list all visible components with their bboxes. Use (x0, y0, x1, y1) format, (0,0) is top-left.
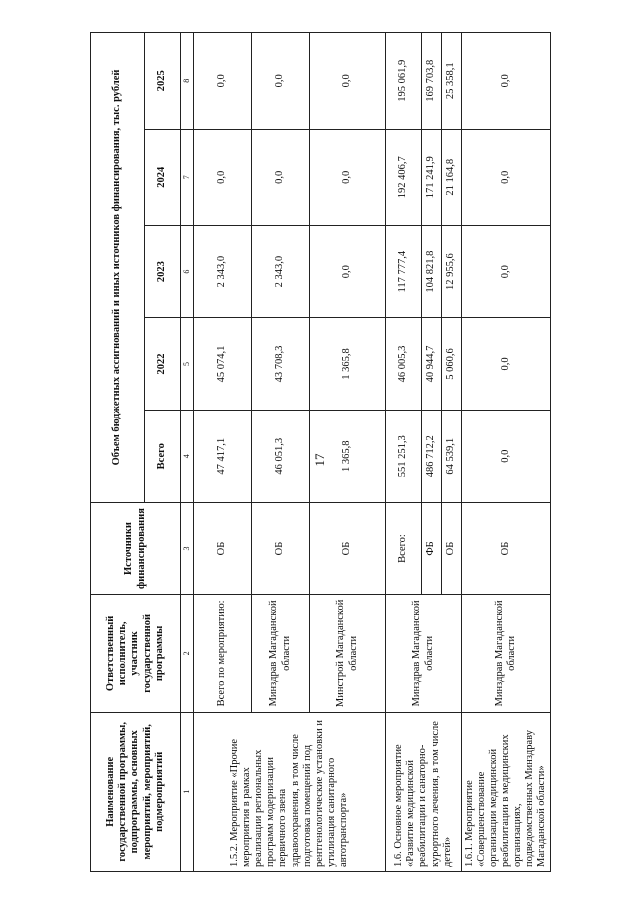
header-name: Наименование государственной программы, подпрограммы, основных мероприятий, мероприятий, подмероприятий (91, 712, 181, 871)
executor-cell: Минздрав Магаданской области (386, 595, 462, 712)
total-cell: 1 365,8 (310, 410, 386, 502)
value-2025: 0,0 (310, 33, 386, 130)
value-2023: 0,0 (310, 226, 386, 318)
header-source: Источники финансирования (91, 502, 181, 594)
page-number: 17 (312, 453, 327, 467)
total-cell: 64 539,1 (442, 410, 462, 502)
table-row (194, 33, 252, 872)
value-2023: 2 343,0 (252, 226, 310, 318)
funding-table-page (90, 32, 550, 872)
value-2022: 5 060,6 (442, 318, 462, 410)
col-index: 2 (181, 595, 194, 712)
value-2022: 46 005,3 (386, 318, 422, 410)
col-index: 1 (181, 712, 194, 871)
header-funding: Объем бюджетных ассигнований и иных источников финансирования, тыс. рублей (91, 33, 145, 503)
funding-table (90, 32, 551, 872)
header-total: Всего (145, 410, 181, 502)
header-year-2024: 2024 (145, 129, 181, 225)
activity-name: 1.6. Основное мероприятие «Развитие медицинской реабилитации и санаторно-курортного лечения, в том числе детей» (386, 712, 462, 871)
col-index: 4 (181, 410, 194, 502)
total-cell: 0,0 (462, 410, 551, 502)
value-2024: 0,0 (310, 129, 386, 225)
table-row (462, 33, 551, 872)
executor-cell: Минздрав Магаданской области (252, 595, 310, 712)
value-2023: 2 343,0 (194, 226, 252, 318)
source-cell: Всего: (386, 502, 422, 594)
total-cell: 551 251,3 (386, 410, 422, 502)
source-cell: ОБ (310, 502, 386, 594)
source-cell: ОБ (194, 502, 252, 594)
value-2025: 0,0 (194, 33, 252, 130)
value-2024: 0,0 (194, 129, 252, 225)
col-index: 5 (181, 318, 194, 410)
value-2024: 0,0 (252, 129, 310, 225)
value-2022: 1 365,8 (310, 318, 386, 410)
header-year-2023: 2023 (145, 226, 181, 318)
value-2025: 169 703,8 (422, 33, 442, 130)
value-2022: 43 708,3 (252, 318, 310, 410)
executor-cell: Минздрав Магаданской области (462, 595, 551, 712)
total-cell: 46 051,3 (252, 410, 310, 502)
value-2022: 40 944,7 (422, 318, 442, 410)
source-cell: ОБ (442, 502, 462, 594)
value-2023: 12 955,6 (442, 226, 462, 318)
value-2025: 195 061,9 (386, 33, 422, 130)
col-index: 8 (181, 33, 194, 130)
activity-name: 1.6.1. Мероприятие «Совершенствование организации медицинской реабилитации в медицинских организациях, подведомственных Минздраву Магаданской области» (462, 712, 551, 871)
value-2023: 117 777,4 (386, 226, 422, 318)
value-2023: 104 821,8 (422, 226, 442, 318)
col-index: 7 (181, 129, 194, 225)
value-2022: 45 074,1 (194, 318, 252, 410)
value-2022: 0,0 (462, 318, 551, 410)
value-2024: 21 164,8 (442, 129, 462, 225)
table-row (386, 33, 422, 872)
value-2025: 0,0 (462, 33, 551, 130)
value-2024: 192 406,7 (386, 129, 422, 225)
header-executor: Ответственный исполнитель, участник государственной программы (91, 595, 181, 712)
source-cell: ОБ (252, 502, 310, 594)
value-2023: 0,0 (462, 226, 551, 318)
value-2025: 25 358,1 (442, 33, 462, 130)
executor-cell: Всего по мероприятию: (194, 595, 252, 712)
value-2024: 171 241,9 (422, 129, 442, 225)
total-cell: 486 712,2 (422, 410, 442, 502)
value-2024: 0,0 (462, 129, 551, 225)
executor-cell: Минстрой Магаданской области (310, 595, 386, 712)
header-year-2022: 2022 (145, 318, 181, 410)
col-index: 6 (181, 226, 194, 318)
activity-name: 1.5.2. Мероприятие «Прочие мероприятия в рамках реализации региональных программ модернизации первичного звена здравоохранения, в том числе подготовка помещений под рентгенологические установки и утилизация санитарного автотранспорта» (194, 712, 386, 871)
source-cell: ОБ (462, 502, 551, 594)
value-2025: 0,0 (252, 33, 310, 130)
source-cell: ФБ (422, 502, 442, 594)
header-year-2025: 2025 (145, 33, 181, 130)
total-cell: 47 417,1 (194, 410, 252, 502)
col-index: 3 (181, 502, 194, 594)
